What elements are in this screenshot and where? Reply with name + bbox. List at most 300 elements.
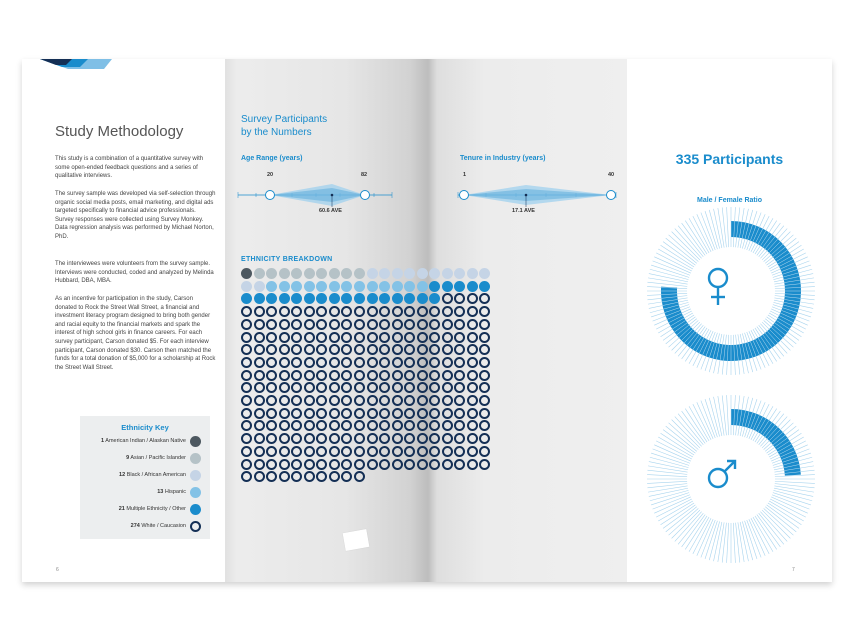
ethnicity-dot bbox=[417, 293, 428, 304]
ethnicity-dot bbox=[404, 459, 415, 470]
ethnicity-dot bbox=[367, 382, 378, 393]
ethnicity-dot bbox=[316, 293, 327, 304]
ethnicity-dot bbox=[329, 319, 340, 330]
ethnicity-dot bbox=[392, 268, 403, 279]
ethnicity-dot bbox=[266, 268, 277, 279]
ethnicity-dot bbox=[367, 357, 378, 368]
ethnicity-dot bbox=[341, 344, 352, 355]
ethnicity-dot bbox=[304, 357, 315, 368]
key-count: 9 bbox=[126, 455, 130, 461]
ethnicity-dot bbox=[379, 446, 390, 457]
ethnicity-dot bbox=[454, 281, 465, 292]
ethnicity-dot bbox=[404, 293, 415, 304]
ethnicity-dot bbox=[429, 281, 440, 292]
ethnicity-dot bbox=[316, 408, 327, 419]
ethnicity-dot bbox=[404, 420, 415, 431]
ethnicity-dot bbox=[266, 357, 277, 368]
key-row bbox=[84, 453, 204, 465]
ethnicity-dot bbox=[467, 446, 478, 457]
key-row bbox=[84, 470, 204, 482]
ethnicity-dot bbox=[367, 433, 378, 444]
ethnicity-dot bbox=[341, 370, 352, 381]
ethnicity-dot bbox=[454, 433, 465, 444]
ethnicity-dot bbox=[279, 459, 290, 470]
ethnicity-breakdown-title: ETHNICITY BREAKDOWN bbox=[241, 256, 333, 263]
ethnicity-dot bbox=[392, 420, 403, 431]
ethnicity-dot bbox=[329, 370, 340, 381]
key-count: 12 bbox=[119, 472, 126, 478]
ethnicity-dot bbox=[429, 446, 440, 457]
section-title bbox=[241, 113, 381, 139]
ethnicity-dot bbox=[329, 446, 340, 457]
ethnicity-dot bbox=[392, 281, 403, 292]
key-label: Asian / Pacific Islander bbox=[130, 455, 186, 461]
key-count: 1 bbox=[100, 438, 105, 444]
ethnicity-dot bbox=[467, 395, 478, 406]
ethnicity-dot bbox=[454, 395, 465, 406]
ethnicity-dot bbox=[442, 344, 453, 355]
ethnicity-dot bbox=[254, 332, 265, 343]
ethnicity-dot bbox=[442, 281, 453, 292]
key-row bbox=[84, 436, 204, 448]
ethnicity-dot bbox=[354, 281, 365, 292]
ethnicity-dot bbox=[329, 332, 340, 343]
ethnicity-dot bbox=[329, 459, 340, 470]
key-swatch bbox=[190, 487, 201, 498]
ethnicity-dot bbox=[467, 344, 478, 355]
ethnicity-dot bbox=[379, 293, 390, 304]
ethnicity-dot bbox=[341, 357, 352, 368]
ethnicity-dot bbox=[341, 293, 352, 304]
ethnicity-dot bbox=[254, 382, 265, 393]
ethnicity-dot bbox=[467, 319, 478, 330]
ethnicity-dot bbox=[417, 382, 428, 393]
ratio-label: Male / Female Ratio bbox=[697, 197, 762, 204]
ethnicity-dot bbox=[354, 268, 365, 279]
ethnicity-dot bbox=[266, 408, 277, 419]
age-range-graphic bbox=[236, 179, 396, 211]
ethnicity-dot bbox=[254, 293, 265, 304]
ethnicity-dot bbox=[417, 344, 428, 355]
ethnicity-dot bbox=[241, 420, 252, 431]
key-count: 274 bbox=[130, 523, 140, 529]
ethnicity-dot bbox=[379, 332, 390, 343]
ethnicity-dot bbox=[442, 382, 453, 393]
ethnicity-dot bbox=[379, 408, 390, 419]
ethnicity-dot bbox=[241, 408, 252, 419]
ethnicity-dot bbox=[316, 268, 327, 279]
ethnicity-dot bbox=[429, 268, 440, 279]
ethnicity-dot bbox=[429, 382, 440, 393]
ethnicity-dot bbox=[379, 281, 390, 292]
ethnicity-dot bbox=[316, 332, 327, 343]
participants-total: 335 Participants bbox=[675, 151, 784, 167]
ethnicity-dot bbox=[341, 459, 352, 470]
ethnicity-dot bbox=[241, 459, 252, 470]
page-number: 7 bbox=[792, 567, 795, 573]
ethnicity-dot bbox=[467, 459, 478, 470]
ethnicity-dot bbox=[379, 420, 390, 431]
ethnicity-dot bbox=[467, 332, 478, 343]
ethnicity-dot bbox=[254, 319, 265, 330]
ethnicity-dot bbox=[404, 446, 415, 457]
ethnicity-dot bbox=[404, 319, 415, 330]
ethnicity-dot bbox=[392, 395, 403, 406]
ethnicity-dot bbox=[429, 370, 440, 381]
ethnicity-dot bbox=[354, 332, 365, 343]
ethnicity-dot bbox=[392, 433, 403, 444]
ethnicity-dot bbox=[392, 382, 403, 393]
key-swatch bbox=[190, 504, 201, 515]
ethnicity-dot bbox=[404, 433, 415, 444]
ethnicity-dot bbox=[304, 459, 315, 470]
section-title-line: Survey Participants bbox=[241, 114, 328, 125]
ethnicity-dot bbox=[241, 446, 252, 457]
ethnicity-dot bbox=[354, 395, 365, 406]
ethnicity-dot bbox=[291, 281, 302, 292]
brochure-spread bbox=[22, 59, 832, 582]
ethnicity-dot bbox=[454, 408, 465, 419]
ethnicity-dot bbox=[304, 382, 315, 393]
ethnicity-dot bbox=[291, 395, 302, 406]
ethnicity-dot bbox=[417, 420, 428, 431]
ethnicity-dot bbox=[291, 268, 302, 279]
ethnicity-dot bbox=[454, 446, 465, 457]
ethnicity-dot bbox=[442, 459, 453, 470]
ethnicity-dot bbox=[367, 408, 378, 419]
ethnicity-dot-matrix bbox=[241, 268, 466, 508]
ethnicity-dot bbox=[442, 420, 453, 431]
ethnicity-dot bbox=[404, 281, 415, 292]
ethnicity-dot bbox=[341, 306, 352, 317]
ethnicity-dot bbox=[304, 446, 315, 457]
ethnicity-dot bbox=[316, 433, 327, 444]
ethnicity-dot bbox=[354, 370, 365, 381]
ethnicity-dot bbox=[392, 370, 403, 381]
ethnicity-dot bbox=[379, 433, 390, 444]
ethnicity-dot bbox=[479, 370, 490, 381]
ethnicity-dot bbox=[392, 319, 403, 330]
ethnicity-dot bbox=[241, 319, 252, 330]
ethnicity-dot bbox=[454, 306, 465, 317]
ethnicity-dot bbox=[429, 408, 440, 419]
ethnicity-dot bbox=[279, 332, 290, 343]
ethnicity-dot bbox=[291, 344, 302, 355]
tenure-average: 17.1 AVE bbox=[512, 208, 535, 214]
ethnicity-dot bbox=[266, 281, 277, 292]
ethnicity-dot bbox=[379, 306, 390, 317]
ethnicity-dot bbox=[367, 306, 378, 317]
ethnicity-dot bbox=[266, 471, 277, 482]
tenure-range-graphic bbox=[456, 179, 618, 211]
ethnicity-dot bbox=[279, 293, 290, 304]
ethnicity-dot bbox=[316, 395, 327, 406]
ethnicity-dot bbox=[404, 370, 415, 381]
ethnicity-dot bbox=[429, 319, 440, 330]
ethnicity-dot bbox=[354, 293, 365, 304]
key-row bbox=[84, 504, 204, 516]
ethnicity-dot bbox=[367, 268, 378, 279]
ethnicity-dot bbox=[241, 370, 252, 381]
ethnicity-dot bbox=[429, 306, 440, 317]
ethnicity-dot bbox=[329, 293, 340, 304]
ethnicity-dot bbox=[404, 408, 415, 419]
ethnicity-dot bbox=[266, 382, 277, 393]
ethnicity-dot bbox=[279, 433, 290, 444]
ethnicity-dot bbox=[291, 471, 302, 482]
ethnicity-dot bbox=[354, 471, 365, 482]
age-max: 82 bbox=[361, 172, 368, 178]
ethnicity-dot bbox=[341, 433, 352, 444]
tenure-label: Tenure in Industry (years) bbox=[460, 155, 546, 162]
ethnicity-dot bbox=[467, 433, 478, 444]
ethnicity-dot bbox=[329, 433, 340, 444]
ethnicity-dot bbox=[241, 357, 252, 368]
key-label: Multiple Ethnicity / Other bbox=[126, 506, 186, 512]
ethnicity-dot bbox=[467, 281, 478, 292]
ethnicity-dot bbox=[254, 433, 265, 444]
ethnicity-dot bbox=[379, 319, 390, 330]
ethnicity-dot bbox=[304, 268, 315, 279]
ethnicity-dot bbox=[442, 332, 453, 343]
ethnicity-dot bbox=[341, 420, 352, 431]
ethnicity-dot bbox=[367, 344, 378, 355]
ethnicity-dot bbox=[266, 319, 277, 330]
ethnicity-dot bbox=[291, 319, 302, 330]
ethnicity-dot bbox=[417, 281, 428, 292]
ethnicity-dot bbox=[329, 408, 340, 419]
ethnicity-dot bbox=[379, 268, 390, 279]
ethnicity-dot bbox=[279, 281, 290, 292]
ethnicity-dot bbox=[279, 395, 290, 406]
key-count: 21 bbox=[118, 506, 125, 512]
ethnicity-dot bbox=[429, 293, 440, 304]
ethnicity-dot bbox=[442, 293, 453, 304]
ethnicity-dot bbox=[354, 306, 365, 317]
ethnicity-dot bbox=[316, 357, 327, 368]
ethnicity-dot bbox=[279, 408, 290, 419]
methodology-paragraph: As an incentive for participation in the study, Carson donated to Rock the Street Wall Street, a financial and investment literacy program designed to bring both gender and racial equity to the financial markets and spark the interest of high school girls in finance careers. For each survey participant, Carson donated $5. For each interview participant, Carson donated $30. Carson then matched the funds for a total donation of $5,000 for a scholarship at Rock the Street Wall Street. bbox=[55, 296, 216, 371]
ethnicity-dot bbox=[442, 370, 453, 381]
ethnicity-dot bbox=[454, 420, 465, 431]
ethnicity-dot bbox=[404, 382, 415, 393]
ethnicity-dot bbox=[379, 395, 390, 406]
ethnicity-dot bbox=[454, 293, 465, 304]
ethnicity-dot bbox=[454, 332, 465, 343]
ethnicity-dot bbox=[392, 332, 403, 343]
ethnicity-dot bbox=[442, 408, 453, 419]
ethnicity-dot bbox=[341, 281, 352, 292]
female-symbol-icon bbox=[703, 265, 733, 311]
ethnicity-dot bbox=[279, 382, 290, 393]
ethnicity-dot bbox=[442, 306, 453, 317]
ethnicity-dot bbox=[442, 319, 453, 330]
ethnicity-dot bbox=[367, 395, 378, 406]
ethnicity-dot bbox=[467, 306, 478, 317]
key-label: Hispanic bbox=[164, 489, 186, 495]
key-swatch bbox=[190, 436, 201, 447]
ethnicity-dot bbox=[417, 433, 428, 444]
ethnicity-dot bbox=[241, 268, 252, 279]
ethnicity-dot bbox=[291, 332, 302, 343]
ethnicity-dot bbox=[241, 293, 252, 304]
key-swatch bbox=[190, 470, 201, 481]
ethnicity-dot bbox=[329, 382, 340, 393]
ethnicity-dot bbox=[304, 433, 315, 444]
ethnicity-dot bbox=[266, 433, 277, 444]
ethnicity-dot bbox=[291, 306, 302, 317]
key-swatch bbox=[190, 521, 201, 532]
ethnicity-dot bbox=[304, 471, 315, 482]
ethnicity-dot bbox=[429, 433, 440, 444]
ethnicity-dot bbox=[329, 268, 340, 279]
ethnicity-dot bbox=[279, 446, 290, 457]
ethnicity-dot bbox=[417, 408, 428, 419]
ethnicity-dot bbox=[367, 446, 378, 457]
ethnicity-dot bbox=[254, 357, 265, 368]
ethnicity-dot bbox=[341, 471, 352, 482]
ethnicity-dot bbox=[417, 459, 428, 470]
ethnicity-dot bbox=[379, 344, 390, 355]
ethnicity-dot bbox=[316, 344, 327, 355]
ethnicity-dot bbox=[404, 344, 415, 355]
ethnicity-dot bbox=[367, 420, 378, 431]
ethnicity-dot bbox=[454, 382, 465, 393]
ethnicity-dot bbox=[266, 459, 277, 470]
ethnicity-dot bbox=[316, 306, 327, 317]
ethnicity-dot bbox=[341, 408, 352, 419]
ethnicity-dot bbox=[254, 420, 265, 431]
key-swatch bbox=[190, 453, 201, 464]
page-number: 6 bbox=[56, 567, 59, 573]
ethnicity-dot bbox=[316, 459, 327, 470]
ethnicity-dot bbox=[291, 293, 302, 304]
ethnicity-dot bbox=[367, 459, 378, 470]
ethnicity-dot bbox=[454, 357, 465, 368]
ethnicity-dot bbox=[354, 319, 365, 330]
ethnicity-dot bbox=[254, 459, 265, 470]
ethnicity-dot bbox=[467, 408, 478, 419]
page-title: Study Methodology bbox=[55, 123, 184, 140]
ethnicity-dot bbox=[417, 332, 428, 343]
ethnicity-dot bbox=[392, 357, 403, 368]
ethnicity-dot bbox=[367, 332, 378, 343]
ethnicity-dot bbox=[392, 293, 403, 304]
ethnicity-dot bbox=[379, 370, 390, 381]
ethnicity-dot bbox=[304, 306, 315, 317]
ethnicity-dot bbox=[279, 471, 290, 482]
page-fold bbox=[225, 59, 237, 582]
ethnicity-dot bbox=[367, 293, 378, 304]
ethnicity-dot bbox=[454, 459, 465, 470]
ethnicity-dot bbox=[279, 420, 290, 431]
ethnicity-dot bbox=[354, 459, 365, 470]
ethnicity-dot bbox=[404, 357, 415, 368]
ethnicity-dot bbox=[291, 357, 302, 368]
ethnicity-dot bbox=[354, 344, 365, 355]
ethnicity-dot bbox=[467, 370, 478, 381]
ethnicity-dot bbox=[354, 357, 365, 368]
tenure-min: 1 bbox=[463, 172, 467, 178]
ethnicity-dot bbox=[354, 446, 365, 457]
key-row bbox=[84, 521, 204, 533]
ethnicity-dot bbox=[442, 433, 453, 444]
ethnicity-dot bbox=[279, 357, 290, 368]
tenure-max: 40 bbox=[608, 172, 615, 178]
ethnicity-dot bbox=[266, 446, 277, 457]
ethnicity-dot bbox=[291, 382, 302, 393]
ethnicity-dot bbox=[316, 370, 327, 381]
ethnicity-dot bbox=[417, 319, 428, 330]
ethnicity-dot bbox=[241, 344, 252, 355]
ethnicity-dot bbox=[329, 344, 340, 355]
ethnicity-dot bbox=[379, 459, 390, 470]
key-label: American Indian / Alaskan Native bbox=[105, 438, 186, 444]
ethnicity-dot bbox=[304, 319, 315, 330]
ethnicity-dot bbox=[254, 395, 265, 406]
ethnicity-dot bbox=[266, 293, 277, 304]
ethnicity-dot bbox=[392, 306, 403, 317]
ethnicity-dot bbox=[454, 370, 465, 381]
ethnicity-dot bbox=[304, 420, 315, 431]
ethnicity-dot bbox=[467, 268, 478, 279]
ethnicity-dot bbox=[379, 382, 390, 393]
ethnicity-dot bbox=[417, 370, 428, 381]
ethnicity-dot bbox=[354, 382, 365, 393]
ethnicity-dot bbox=[279, 306, 290, 317]
ethnicity-dot bbox=[254, 446, 265, 457]
ethnicity-dot bbox=[442, 446, 453, 457]
ethnicity-dot bbox=[266, 332, 277, 343]
ethnicity-dot bbox=[429, 332, 440, 343]
ethnicity-dot bbox=[404, 306, 415, 317]
ethnicity-dot bbox=[304, 293, 315, 304]
ethnicity-dot bbox=[329, 357, 340, 368]
ethnicity-dot bbox=[454, 319, 465, 330]
ethnicity-dot bbox=[429, 420, 440, 431]
ethnicity-dot bbox=[266, 306, 277, 317]
age-average: 60.6 AVE bbox=[319, 208, 342, 214]
ethnicity-dot bbox=[304, 332, 315, 343]
ethnicity-dot bbox=[341, 446, 352, 457]
ethnicity-key-title: Ethnicity Key bbox=[121, 423, 169, 432]
ethnicity-dot bbox=[417, 357, 428, 368]
ethnicity-dot bbox=[429, 357, 440, 368]
key-label: Black / African American bbox=[126, 472, 186, 478]
ethnicity-dot bbox=[254, 471, 265, 482]
ethnicity-dot bbox=[304, 408, 315, 419]
ethnicity-dot bbox=[241, 332, 252, 343]
methodology-paragraph: This study is a combination of a quantitative survey with some open-ended feedback questions and a series of qualitative interviews. bbox=[55, 156, 204, 180]
ethnicity-dot bbox=[291, 433, 302, 444]
ethnicity-dot bbox=[467, 357, 478, 368]
ethnicity-dot bbox=[316, 281, 327, 292]
ethnicity-dot bbox=[304, 370, 315, 381]
ethnicity-dot bbox=[329, 281, 340, 292]
ethnicity-dot bbox=[379, 357, 390, 368]
ethnicity-dot bbox=[429, 395, 440, 406]
ethnicity-dot bbox=[279, 344, 290, 355]
ethnicity-dot bbox=[392, 408, 403, 419]
ethnicity-dot bbox=[479, 332, 490, 343]
ethnicity-dot bbox=[392, 459, 403, 470]
ethnicity-dot bbox=[316, 420, 327, 431]
age-range-label: Age Range (years) bbox=[241, 155, 303, 162]
ethnicity-dot bbox=[266, 344, 277, 355]
corner-chevron-graphic bbox=[40, 59, 112, 69]
ethnicity-dot bbox=[241, 433, 252, 444]
ethnicity-dot bbox=[341, 319, 352, 330]
